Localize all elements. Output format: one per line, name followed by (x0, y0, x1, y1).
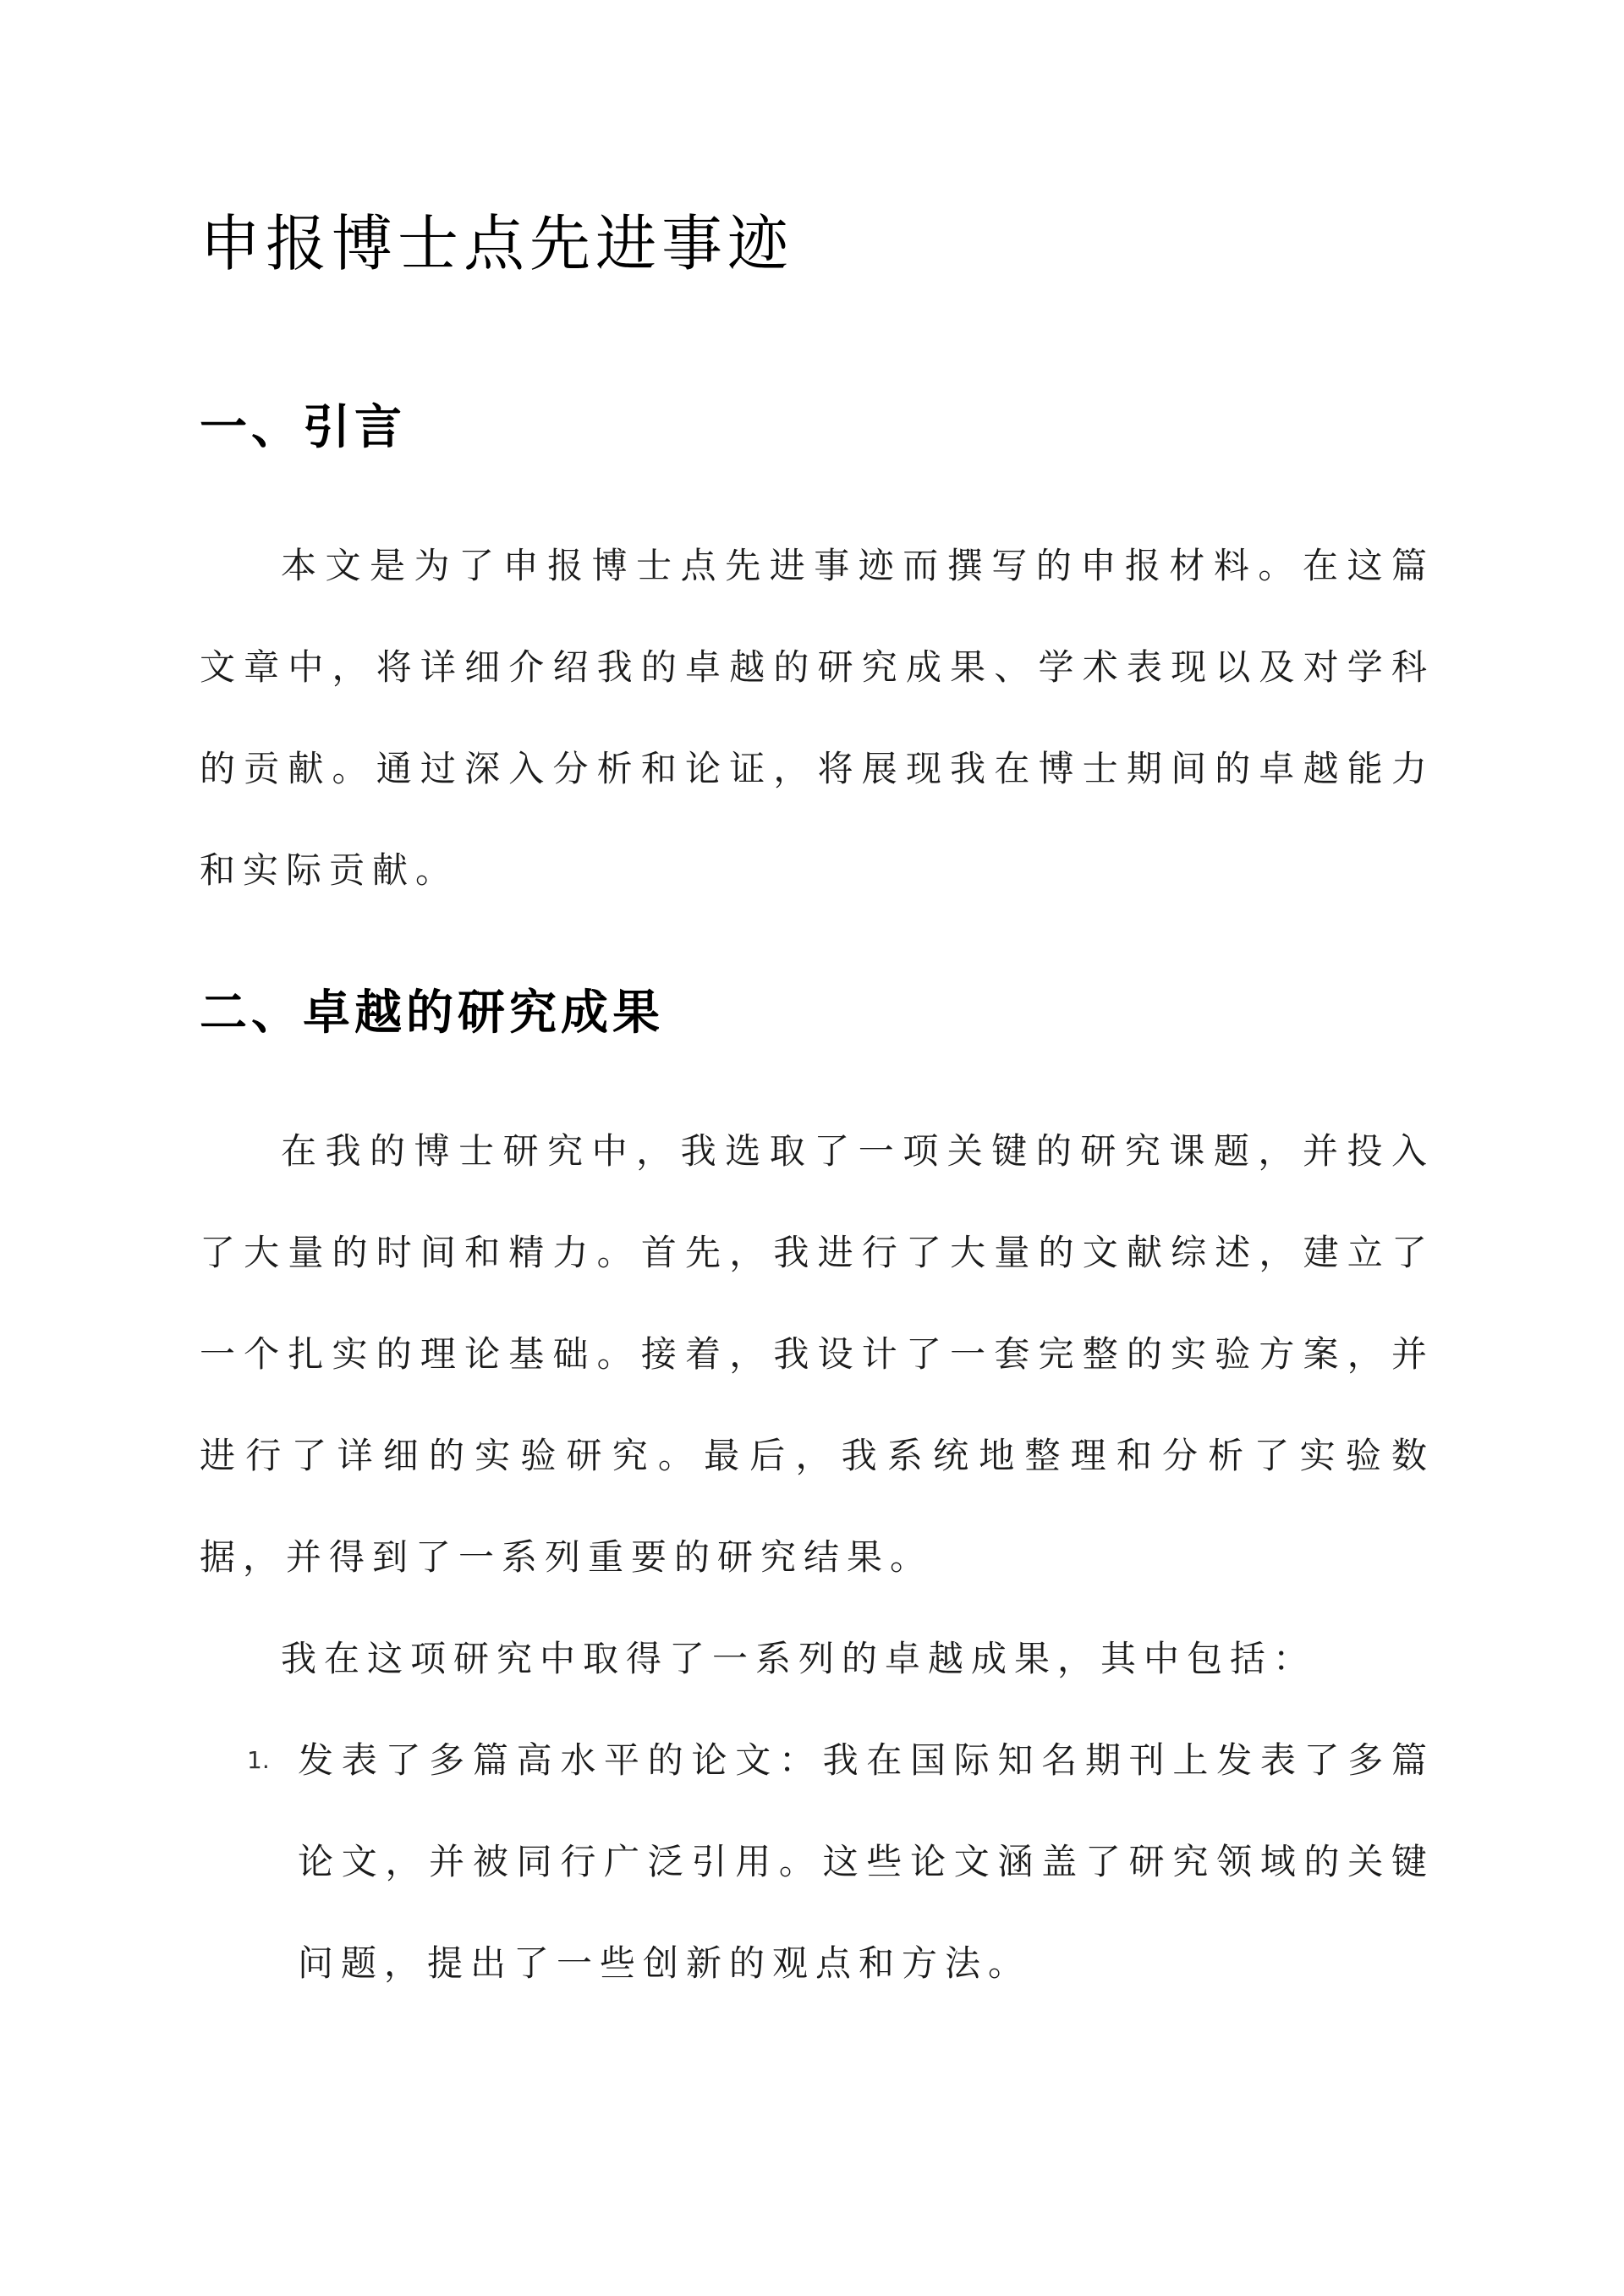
results-list (200, 1710, 1435, 2014)
paragraph-introduction: 本文是为了申报博士点先进事迹而撰写的申报材料。在这篇文章中，将详细介绍我的卓越的研究成果、学术表现以及对学科的贡献。通过深入分析和论证，将展现我在博士期间的卓越能力和实际贡献。 (200, 545, 1435, 891)
section-heading-introduction: 一、引言 (200, 400, 406, 455)
list-item-text: 发表了多篇高水平的论文：我在国际知名期刊上发表了多篇论文，并被同行广泛引用。这些论文涵盖了研究领域的关键问题，提出了一些创新的观点和方法。 (298, 1739, 1435, 1984)
paragraph-results-intro: 我在这项研究中取得了一系列的卓越成果，其中包括： (281, 1638, 1317, 1679)
list-item-number: 1. (247, 1746, 270, 1774)
page-title: 申报博士点先进事迹 (200, 208, 794, 279)
list-item (200, 1710, 1435, 2014)
document-body (200, 195, 1435, 2014)
section-heading-research-results: 二、卓越的研究成果 (200, 986, 664, 1041)
paragraph-research-process: 在我的博士研究中，我选取了一项关键的研究课题，并投入了大量的时间和精力。首先，我进行了大量的文献综述，建立了一个扎实的理论基础。接着，我设计了一套完整的实验方案，并进行了详细的实验研究。最后，我系统地整理和分析了实验数据，并得到了一系列重要的研究结果。 (200, 1130, 1435, 1578)
